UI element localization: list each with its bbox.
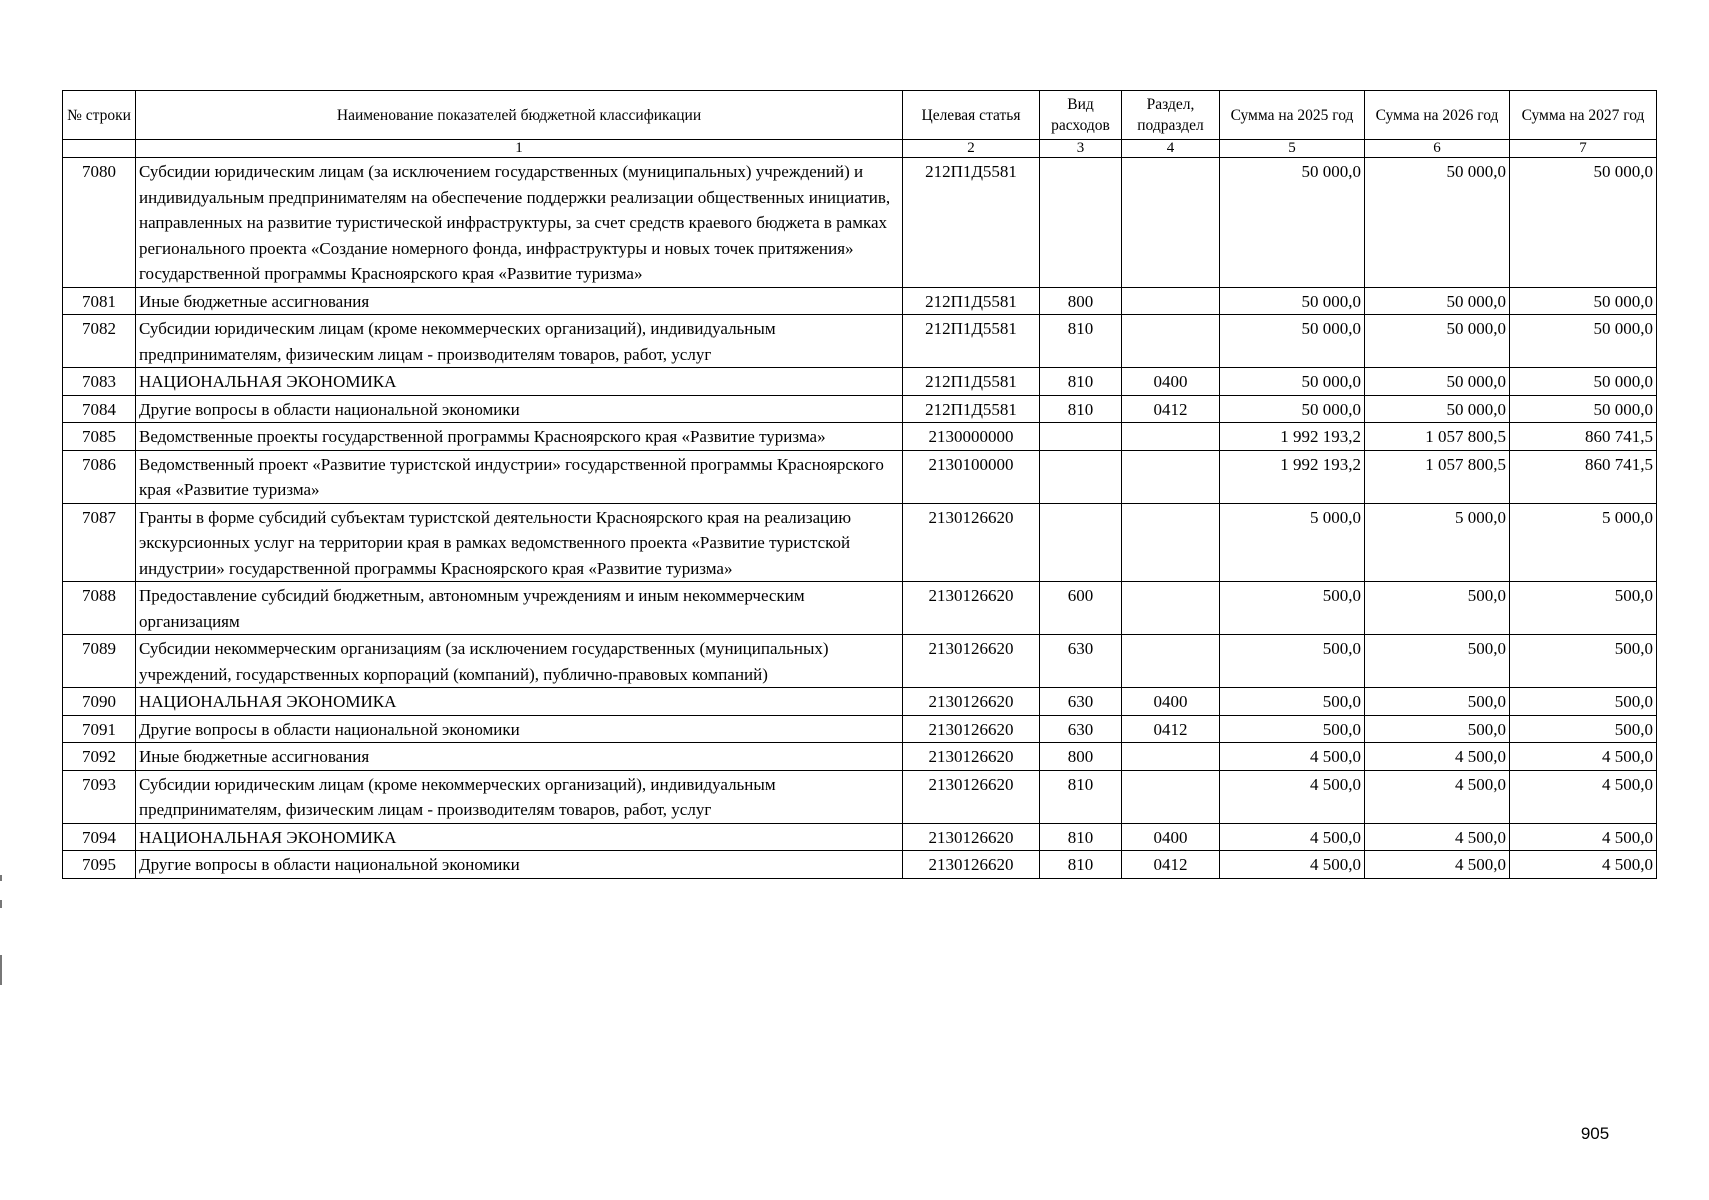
cell-row-no: 7093 [63,770,136,823]
table-row [63,450,1657,503]
cell-row-no: 7083 [63,368,136,396]
cell-sum-2027: 50 000,0 [1510,368,1657,396]
cell-expense-type: 800 [1040,287,1122,315]
cell-sum-2027: 50 000,0 [1510,158,1657,288]
cell-sum-2025: 500,0 [1220,635,1365,688]
cell-sum-2027: 860 741,5 [1510,450,1657,503]
cell-section: 0400 [1122,688,1220,716]
column-number: 6 [1365,140,1510,158]
cell-sum-2027: 50 000,0 [1510,287,1657,315]
table-row [63,315,1657,368]
cell-sum-2025: 50 000,0 [1220,368,1365,396]
scan-edge-mark [0,875,2,881]
cell-sum-2026: 4 500,0 [1365,851,1510,879]
column-number [63,140,136,158]
cell-section [1122,503,1220,582]
cell-row-no: 7080 [63,158,136,288]
cell-target: 2130126620 [903,503,1040,582]
cell-section: 0412 [1122,851,1220,879]
cell-target: 2130126620 [903,582,1040,635]
cell-target: 2130126620 [903,823,1040,851]
cell-sum-2026: 50 000,0 [1365,315,1510,368]
cell-row-no: 7088 [63,582,136,635]
cell-target: 212П1Д5581 [903,395,1040,423]
cell-sum-2025: 1 992 193,2 [1220,423,1365,451]
cell-section [1122,582,1220,635]
header-row-no: № строки [63,91,136,140]
cell-sum-2026: 5 000,0 [1365,503,1510,582]
cell-row-no: 7095 [63,851,136,879]
cell-row-no: 7085 [63,423,136,451]
cell-sum-2025: 4 500,0 [1220,743,1365,771]
cell-section [1122,315,1220,368]
cell-sum-2026: 4 500,0 [1365,743,1510,771]
cell-target: 212П1Д5581 [903,315,1040,368]
table-row [63,688,1657,716]
table-row [63,715,1657,743]
cell-target: 2130126620 [903,715,1040,743]
header-target: Целевая статья [903,91,1040,140]
cell-sum-2026: 50 000,0 [1365,158,1510,288]
cell-expense-type [1040,450,1122,503]
header-expense-type: Вид расходов [1040,91,1122,140]
cell-sum-2025: 1 992 193,2 [1220,450,1365,503]
header-sum-2026: Сумма на 2026 год [1365,91,1510,140]
cell-name: Ведомственные проекты государственной программы Красноярского края «Развитие туризма» [136,423,903,451]
cell-sum-2025: 4 500,0 [1220,851,1365,879]
cell-expense-type: 810 [1040,315,1122,368]
table-row [63,158,1657,288]
cell-expense-type [1040,503,1122,582]
header-sum-2025: Сумма на 2025 год [1220,91,1365,140]
table-row [63,743,1657,771]
scan-edge-mark [0,900,2,908]
cell-section: 0400 [1122,823,1220,851]
cell-sum-2027: 50 000,0 [1510,315,1657,368]
cell-sum-2025: 50 000,0 [1220,158,1365,288]
cell-section [1122,743,1220,771]
cell-sum-2027: 4 500,0 [1510,851,1657,879]
scan-edge-mark [0,955,2,985]
cell-target: 2130000000 [903,423,1040,451]
budget-table [62,90,1657,879]
cell-expense-type: 810 [1040,368,1122,396]
cell-sum-2027: 860 741,5 [1510,423,1657,451]
cell-sum-2025: 4 500,0 [1220,770,1365,823]
cell-name: НАЦИОНАЛЬНАЯ ЭКОНОМИКА [136,368,903,396]
cell-sum-2026: 4 500,0 [1365,823,1510,851]
cell-name: Другие вопросы в области национальной экономики [136,395,903,423]
cell-expense-type: 810 [1040,770,1122,823]
cell-name: Ведомственный проект «Развитие туристской индустрии» государственной программы Красноярского края «Развитие туризма» [136,450,903,503]
cell-sum-2026: 1 057 800,5 [1365,423,1510,451]
column-number: 3 [1040,140,1122,158]
header-section: Раздел, подраздел [1122,91,1220,140]
cell-target: 212П1Д5581 [903,158,1040,288]
cell-target: 2130126620 [903,688,1040,716]
cell-sum-2026: 1 057 800,5 [1365,450,1510,503]
cell-sum-2026: 50 000,0 [1365,395,1510,423]
cell-section: 0400 [1122,368,1220,396]
cell-sum-2027: 500,0 [1510,688,1657,716]
cell-section: 0412 [1122,715,1220,743]
cell-section [1122,423,1220,451]
cell-name: Субсидии юридическим лицам (за исключением государственных (муниципальных) учреждений) и индивидуальным предпринимателям на обеспечение поддержки реализации общественных инициатив, направленных на развитие туристической инфраструктуры, за счет средств краевого бюджета в рамках регионального проекта «Создание номерного фонда, инфраструктуры и новых точек притяжения» государственной программы Красноярского края «Развитие туризма» [136,158,903,288]
cell-target: 212П1Д5581 [903,287,1040,315]
table-row [63,395,1657,423]
cell-row-no: 7084 [63,395,136,423]
column-number: 4 [1122,140,1220,158]
cell-target: 2130126620 [903,635,1040,688]
cell-sum-2025: 4 500,0 [1220,823,1365,851]
cell-target: 2130100000 [903,450,1040,503]
cell-row-no: 7087 [63,503,136,582]
table-row [63,423,1657,451]
page-number: 905 [1580,1124,1610,1143]
cell-sum-2025: 5 000,0 [1220,503,1365,582]
cell-expense-type: 810 [1040,395,1122,423]
table-row [63,582,1657,635]
cell-sum-2026: 50 000,0 [1365,368,1510,396]
column-number: 1 [136,140,903,158]
table-row [63,368,1657,396]
cell-sum-2025: 50 000,0 [1220,287,1365,315]
cell-row-no: 7092 [63,743,136,771]
cell-sum-2026: 500,0 [1365,715,1510,743]
cell-sum-2025: 50 000,0 [1220,315,1365,368]
cell-sum-2026: 50 000,0 [1365,287,1510,315]
cell-sum-2027: 500,0 [1510,715,1657,743]
cell-sum-2027: 4 500,0 [1510,770,1657,823]
cell-name: Иные бюджетные ассигнования [136,287,903,315]
cell-sum-2027: 4 500,0 [1510,743,1657,771]
table-row [63,851,1657,879]
header-row [63,91,1657,140]
column-number: 7 [1510,140,1657,158]
cell-section: 0412 [1122,395,1220,423]
cell-name: НАЦИОНАЛЬНАЯ ЭКОНОМИКА [136,823,903,851]
cell-name: Другие вопросы в области национальной экономики [136,851,903,879]
cell-name: Субсидии юридическим лицам (кроме некоммерческих организаций), индивидуальным предпринимателям, физическим лицам - производителям товаров, работ, услуг [136,770,903,823]
table-row [63,823,1657,851]
header-name: Наименование показателей бюджетной классификации [136,91,903,140]
cell-sum-2027: 5 000,0 [1510,503,1657,582]
cell-expense-type: 600 [1040,582,1122,635]
cell-name: Иные бюджетные ассигнования [136,743,903,771]
table-body [63,140,1657,879]
cell-sum-2026: 500,0 [1365,688,1510,716]
cell-sum-2025: 50 000,0 [1220,395,1365,423]
cell-row-no: 7094 [63,823,136,851]
cell-expense-type: 630 [1040,635,1122,688]
cell-name: Другие вопросы в области национальной экономики [136,715,903,743]
cell-target: 2130126620 [903,770,1040,823]
cell-row-no: 7090 [63,688,136,716]
cell-sum-2025: 500,0 [1220,688,1365,716]
cell-row-no: 7082 [63,315,136,368]
column-number: 2 [903,140,1040,158]
cell-name: Субсидии юридическим лицам (кроме некоммерческих организаций), индивидуальным предпринимателям, физическим лицам - производителям товаров, работ, услуг [136,315,903,368]
cell-row-no: 7091 [63,715,136,743]
cell-row-no: 7089 [63,635,136,688]
cell-name: НАЦИОНАЛЬНАЯ ЭКОНОМИКА [136,688,903,716]
table-row [63,635,1657,688]
cell-expense-type: 630 [1040,715,1122,743]
cell-sum-2027: 50 000,0 [1510,395,1657,423]
cell-target: 2130126620 [903,851,1040,879]
cell-name: Субсидии некоммерческим организациям (за исключением государственных (муниципальных) учреждений, государственных корпораций (компаний), публично-правовых компаний) [136,635,903,688]
cell-expense-type: 810 [1040,851,1122,879]
table-row [63,287,1657,315]
cell-sum-2025: 500,0 [1220,582,1365,635]
cell-target: 2130126620 [903,743,1040,771]
cell-expense-type [1040,158,1122,288]
column-number-row [63,140,1657,158]
cell-row-no: 7081 [63,287,136,315]
column-number: 5 [1220,140,1365,158]
cell-section [1122,770,1220,823]
cell-sum-2026: 4 500,0 [1365,770,1510,823]
cell-sum-2026: 500,0 [1365,582,1510,635]
cell-section [1122,450,1220,503]
cell-section [1122,635,1220,688]
cell-name: Гранты в форме субсидий субъектам туристской деятельности Красноярского края на реализацию экскурсионных услуг на территории края в рамках ведомственного проекта «Развитие туристской индустрии» государственной программы Красноярского края «Развитие туризма» [136,503,903,582]
cell-sum-2027: 500,0 [1510,635,1657,688]
cell-sum-2027: 500,0 [1510,582,1657,635]
cell-sum-2025: 500,0 [1220,715,1365,743]
table-row [63,770,1657,823]
cell-name: Предоставление субсидий бюджетным, автономным учреждениям и иным некоммерческим организациям [136,582,903,635]
cell-expense-type: 810 [1040,823,1122,851]
header-sum-2027: Сумма на 2027 год [1510,91,1657,140]
cell-expense-type [1040,423,1122,451]
cell-section [1122,287,1220,315]
table-row [63,503,1657,582]
cell-section [1122,158,1220,288]
cell-expense-type: 800 [1040,743,1122,771]
cell-target: 212П1Д5581 [903,368,1040,396]
cell-sum-2027: 4 500,0 [1510,823,1657,851]
cell-sum-2026: 500,0 [1365,635,1510,688]
cell-expense-type: 630 [1040,688,1122,716]
cell-row-no: 7086 [63,450,136,503]
